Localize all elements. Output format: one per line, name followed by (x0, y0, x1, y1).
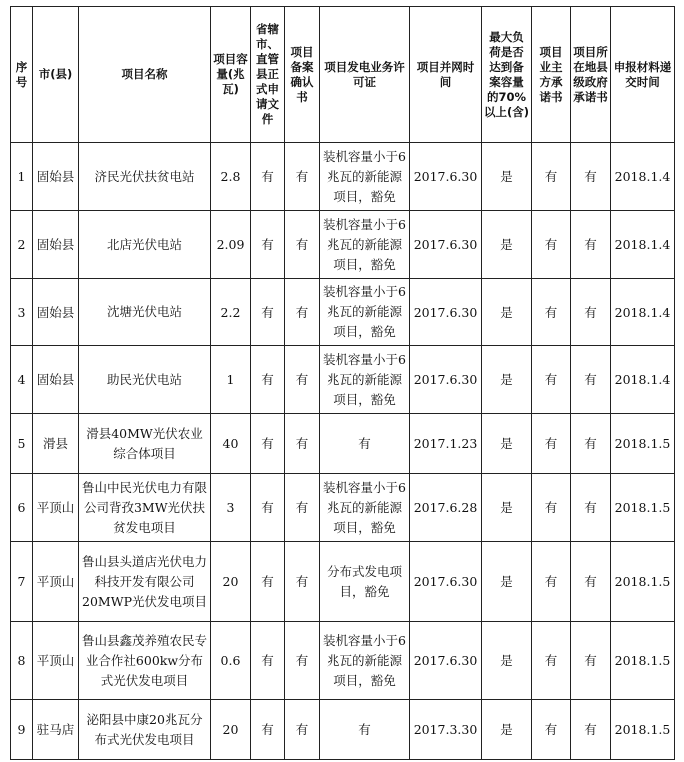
cell-project-name: 鲁山中民光伏电力有限公司背孜3MW光伏扶贫发电项目 (79, 474, 211, 542)
cell-submit-time: 2018.1.5 (611, 414, 675, 474)
cell-filing-confirmation: 有 (285, 279, 320, 346)
cell-gov-commitment: 有 (571, 622, 611, 700)
cell-filing-confirmation: 有 (285, 700, 320, 760)
cell-project-name: 鲁山县鑫茂养殖农民专业合作社600kw分布式光伏发电项目 (79, 622, 211, 700)
cell-capacity: 0.6 (211, 622, 251, 700)
cell-grid-time: 2017.1.23 (410, 414, 482, 474)
cell-city-application: 有 (251, 414, 285, 474)
cell-project-name: 泌阳县中康20兆瓦分布式光伏发电项目 (79, 700, 211, 760)
cell-county: 固始县 (33, 279, 79, 346)
cell-capacity: 20 (211, 700, 251, 760)
cell-owner-commitment: 有 (532, 414, 571, 474)
table-row (11, 346, 675, 414)
cell-submit-time: 2018.1.4 (611, 211, 675, 279)
cell-submit-time: 2018.1.5 (611, 622, 675, 700)
table-row (11, 279, 675, 346)
cell-power-permit: 装机容量小于6兆瓦的新能源项目，豁免 (320, 622, 410, 700)
cell-county: 固始县 (33, 346, 79, 414)
cell-grid-time: 2017.6.30 (410, 279, 482, 346)
cell-power-permit: 有 (320, 700, 410, 760)
cell-index: 5 (11, 414, 33, 474)
cell-submit-time: 2018.1.5 (611, 700, 675, 760)
cell-city-application: 有 (251, 542, 285, 622)
cell-filing-confirmation: 有 (285, 143, 320, 211)
cell-power-permit: 装机容量小于6兆瓦的新能源项目，豁免 (320, 474, 410, 542)
cell-county: 驻马店 (33, 700, 79, 760)
cell-county: 固始县 (33, 143, 79, 211)
header-max-load-70: 最大负荷是否达到备案容量的70%以上(含) (482, 7, 532, 143)
cell-filing-confirmation: 有 (285, 346, 320, 414)
cell-city-application: 有 (251, 700, 285, 760)
cell-filing-confirmation: 有 (285, 474, 320, 542)
header-row (11, 7, 675, 143)
cell-gov-commitment: 有 (571, 542, 611, 622)
cell-grid-time: 2017.6.30 (410, 211, 482, 279)
cell-project-name: 滑县40MW光伏农业综合体项目 (79, 414, 211, 474)
cell-grid-time: 2017.3.30 (410, 700, 482, 760)
cell-city-application: 有 (251, 474, 285, 542)
cell-submit-time: 2018.1.4 (611, 143, 675, 211)
header-submit-time: 申报材料递交时间 (611, 7, 675, 143)
cell-owner-commitment: 有 (532, 346, 571, 414)
cell-index: 1 (11, 143, 33, 211)
cell-index: 6 (11, 474, 33, 542)
header-county: 市(县) (33, 7, 79, 143)
cell-county: 固始县 (33, 211, 79, 279)
cell-filing-confirmation: 有 (285, 622, 320, 700)
cell-city-application: 有 (251, 143, 285, 211)
cell-max-load-70: 是 (482, 474, 532, 542)
cell-project-name: 鲁山县头道店光伏电力科技开发有限公司20MWP光伏发电项目 (79, 542, 211, 622)
cell-project-name: 沈塘光伏电站 (79, 279, 211, 346)
cell-index: 4 (11, 346, 33, 414)
header-filing-confirmation: 项目备案确认书 (285, 7, 320, 143)
cell-max-load-70: 是 (482, 700, 532, 760)
cell-gov-commitment: 有 (571, 700, 611, 760)
cell-county: 平顶山 (33, 542, 79, 622)
cell-capacity: 3 (211, 474, 251, 542)
header-index: 序号 (11, 7, 33, 143)
cell-gov-commitment: 有 (571, 143, 611, 211)
cell-max-load-70: 是 (482, 414, 532, 474)
header-capacity: 项目容量(兆瓦) (211, 7, 251, 143)
cell-owner-commitment: 有 (532, 211, 571, 279)
cell-grid-time: 2017.6.30 (410, 622, 482, 700)
cell-grid-time: 2017.6.30 (410, 143, 482, 211)
cell-submit-time: 2018.1.4 (611, 279, 675, 346)
cell-power-permit: 装机容量小于6兆瓦的新能源项目，豁免 (320, 211, 410, 279)
cell-city-application: 有 (251, 622, 285, 700)
cell-max-load-70: 是 (482, 211, 532, 279)
cell-city-application: 有 (251, 211, 285, 279)
project-table (10, 6, 675, 760)
table-row (11, 211, 675, 279)
cell-gov-commitment: 有 (571, 211, 611, 279)
cell-capacity: 2.2 (211, 279, 251, 346)
cell-power-permit: 装机容量小于6兆瓦的新能源项目，豁免 (320, 279, 410, 346)
cell-submit-time: 2018.1.4 (611, 346, 675, 414)
header-gov-commitment: 项目所在地县级政府承诺书 (571, 7, 611, 143)
cell-city-application: 有 (251, 346, 285, 414)
cell-filing-confirmation: 有 (285, 542, 320, 622)
cell-capacity: 2.09 (211, 211, 251, 279)
cell-project-name: 北店光伏电站 (79, 211, 211, 279)
cell-max-load-70: 是 (482, 143, 532, 211)
cell-owner-commitment: 有 (532, 474, 571, 542)
cell-county: 滑县 (33, 414, 79, 474)
cell-filing-confirmation: 有 (285, 414, 320, 474)
cell-filing-confirmation: 有 (285, 211, 320, 279)
cell-gov-commitment: 有 (571, 346, 611, 414)
cell-city-application: 有 (251, 279, 285, 346)
cell-capacity: 20 (211, 542, 251, 622)
cell-grid-time: 2017.6.30 (410, 542, 482, 622)
cell-power-permit: 有 (320, 414, 410, 474)
cell-power-permit: 分布式发电项目，豁免 (320, 542, 410, 622)
cell-max-load-70: 是 (482, 622, 532, 700)
cell-owner-commitment: 有 (532, 542, 571, 622)
cell-county: 平顶山 (33, 622, 79, 700)
table-row (11, 414, 675, 474)
cell-gov-commitment: 有 (571, 474, 611, 542)
cell-max-load-70: 是 (482, 279, 532, 346)
cell-county: 平顶山 (33, 474, 79, 542)
header-grid-time: 项目并网时间 (410, 7, 482, 143)
cell-index: 2 (11, 211, 33, 279)
cell-index: 9 (11, 700, 33, 760)
cell-owner-commitment: 有 (532, 622, 571, 700)
cell-owner-commitment: 有 (532, 279, 571, 346)
table-row (11, 622, 675, 700)
cell-submit-time: 2018.1.5 (611, 542, 675, 622)
table-row (11, 474, 675, 542)
cell-capacity: 1 (211, 346, 251, 414)
cell-index: 3 (11, 279, 33, 346)
table-row (11, 700, 675, 760)
cell-grid-time: 2017.6.30 (410, 346, 482, 414)
cell-power-permit: 装机容量小于6兆瓦的新能源项目，豁免 (320, 143, 410, 211)
cell-capacity: 40 (211, 414, 251, 474)
cell-project-name: 济民光伏扶贫电站 (79, 143, 211, 211)
cell-capacity: 2.8 (211, 143, 251, 211)
cell-index: 7 (11, 542, 33, 622)
cell-owner-commitment: 有 (532, 700, 571, 760)
cell-max-load-70: 是 (482, 542, 532, 622)
cell-owner-commitment: 有 (532, 143, 571, 211)
cell-power-permit: 装机容量小于6兆瓦的新能源项目，豁免 (320, 346, 410, 414)
header-power-permit: 项目发电业务许可证 (320, 7, 410, 143)
cell-project-name: 助民光伏电站 (79, 346, 211, 414)
table-row (11, 542, 675, 622)
cell-max-load-70: 是 (482, 346, 532, 414)
table-row (11, 143, 675, 211)
header-project-name: 项目名称 (79, 7, 211, 143)
header-city-application: 省辖市、直管县正式申请文件 (251, 7, 285, 143)
header-owner-commitment: 项目业主方承诺书 (532, 7, 571, 143)
cell-submit-time: 2018.1.5 (611, 474, 675, 542)
cell-index: 8 (11, 622, 33, 700)
cell-grid-time: 2017.6.28 (410, 474, 482, 542)
cell-gov-commitment: 有 (571, 279, 611, 346)
cell-gov-commitment: 有 (571, 414, 611, 474)
